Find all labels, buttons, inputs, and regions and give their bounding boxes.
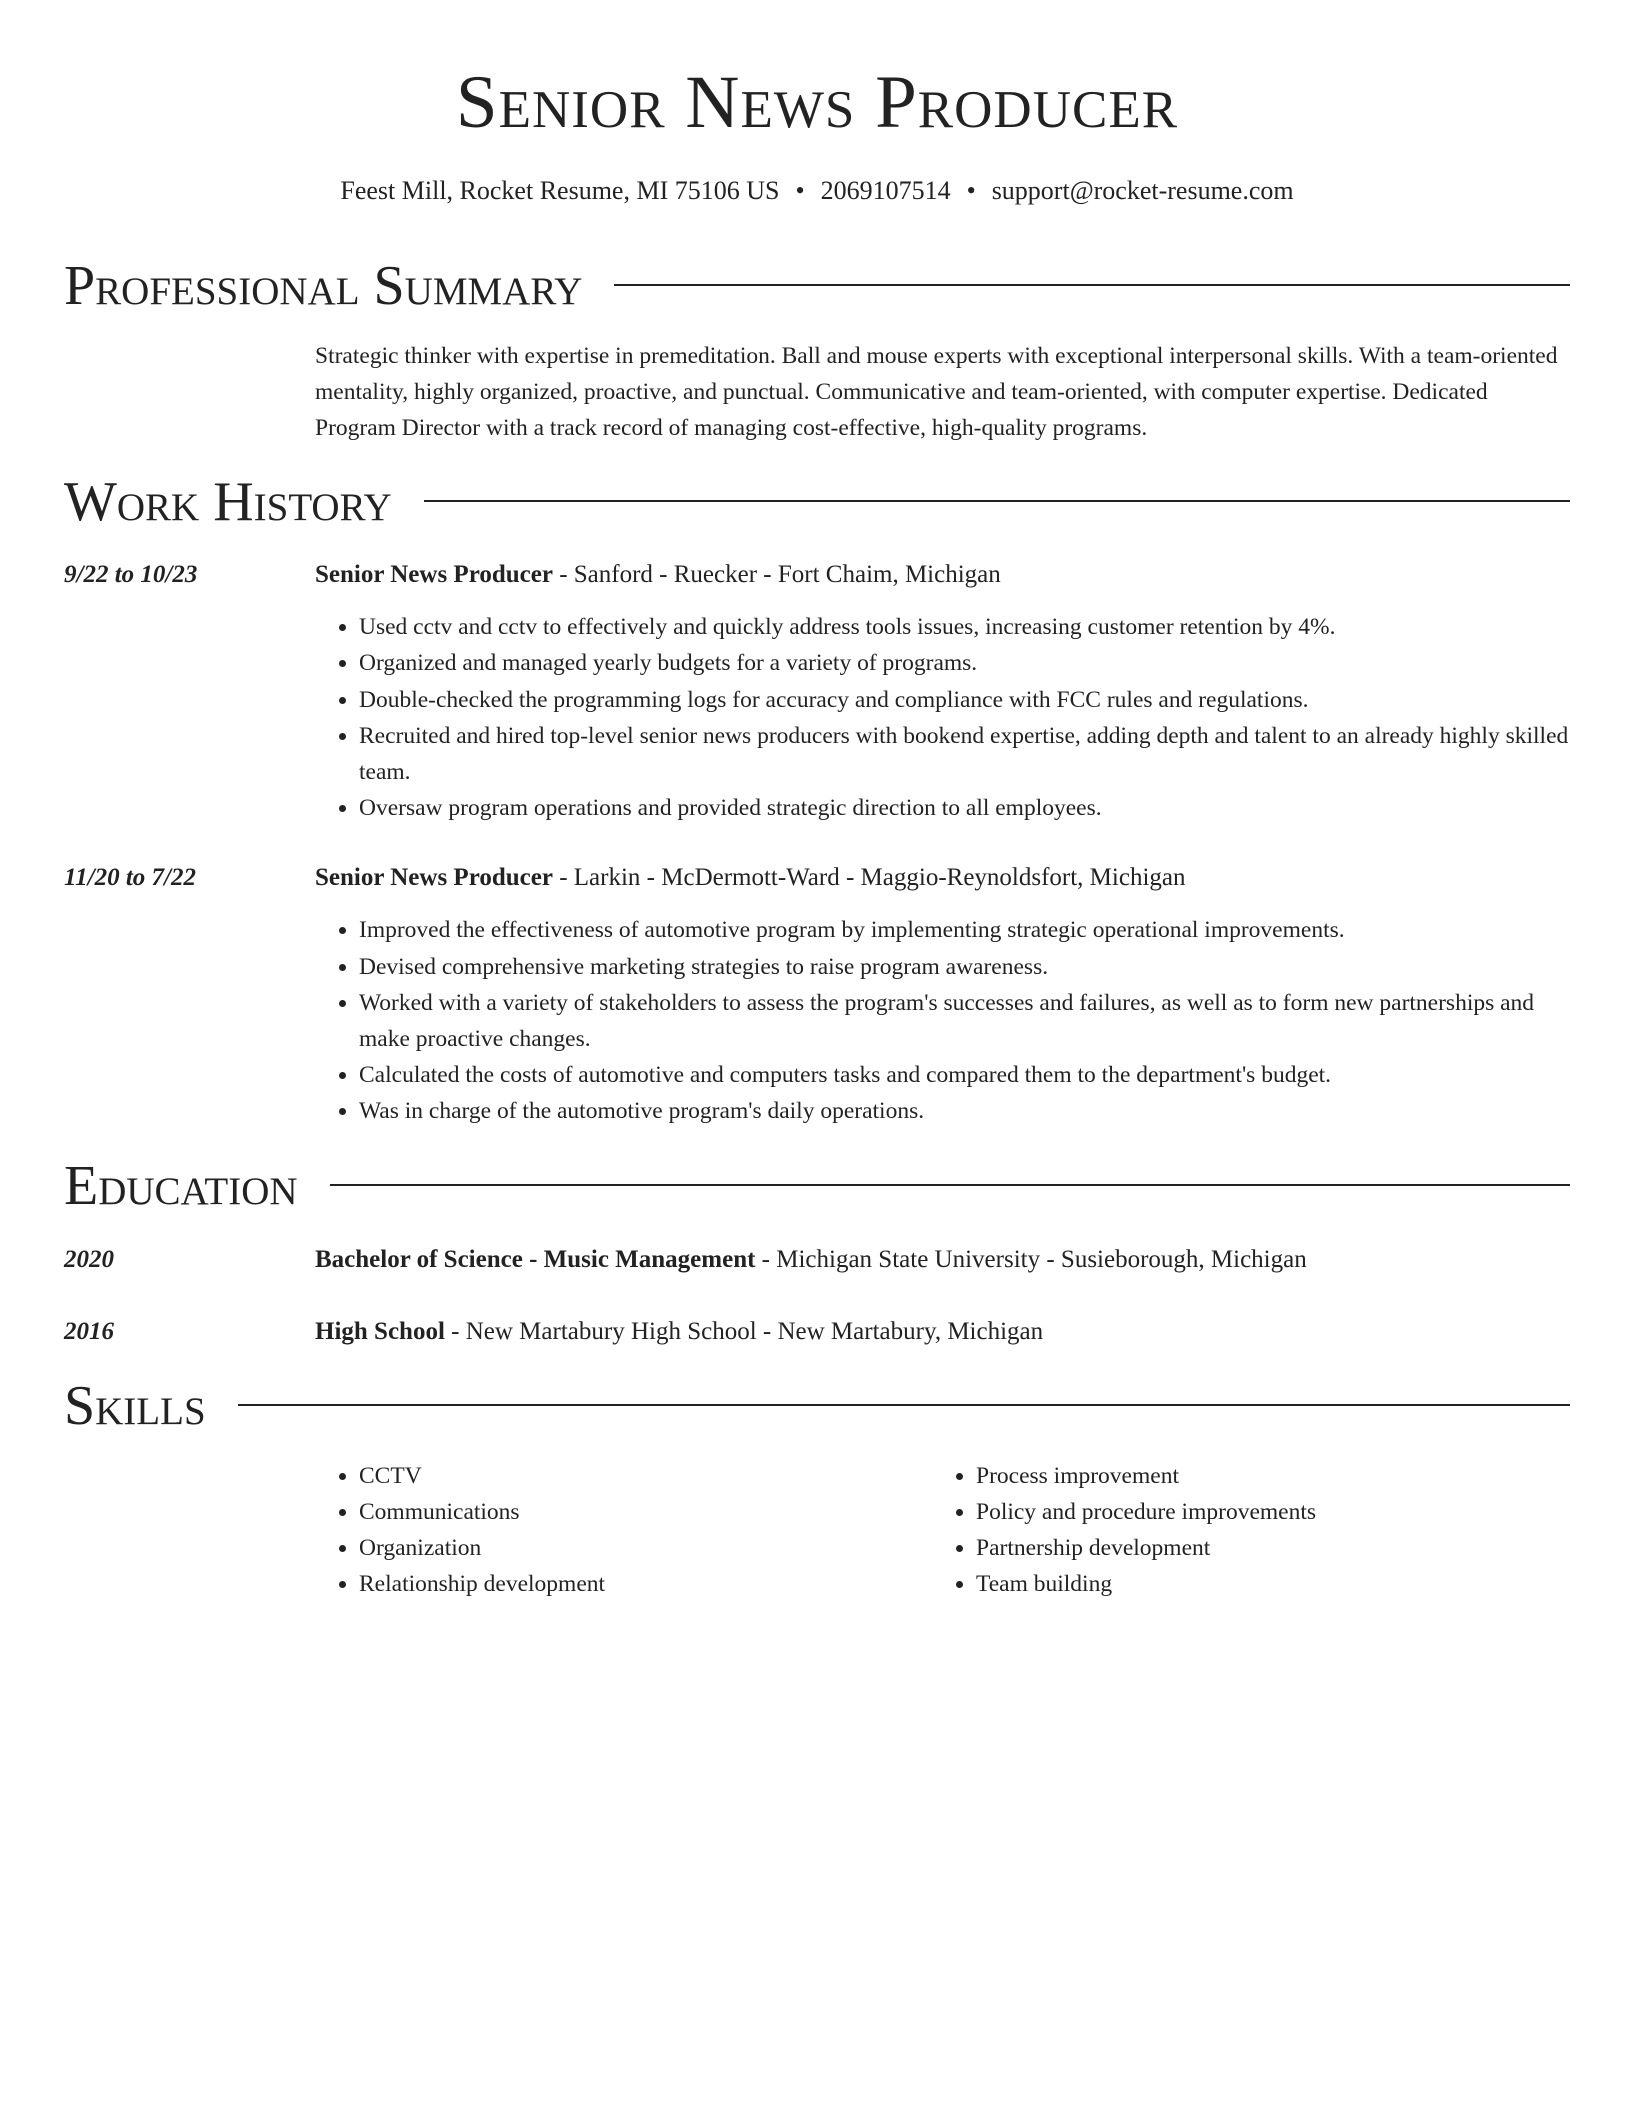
separator: • (795, 176, 805, 205)
list-item: • Was in charge of the automotive program's daily operations. (359, 1093, 1570, 1129)
section-title: Professional Summary (64, 255, 583, 317)
section-divider (614, 284, 1570, 286)
contact-line (64, 174, 1570, 208)
list-item: • Recruited and hired top-level senior news producers with bookend expertise, adding depth and talent to an already highly skilled team. (359, 718, 1570, 790)
education-details: - Michigan State University - Susieborough, Michigan (755, 1246, 1307, 1273)
list-item: • Devised comprehensive marketing strategies to raise program awareness. (359, 949, 1570, 985)
education-year: 2020 (64, 1246, 114, 1273)
section-divider (238, 1404, 1570, 1406)
education-details: - New Martabury High School - New Martabury, Michigan (444, 1318, 1044, 1345)
section-title: Skills (64, 1375, 206, 1437)
education-heading (315, 1243, 1570, 1277)
job-bullets (315, 912, 1570, 1129)
job-details: - Larkin - McDermott-Ward - Maggio-Reynoldsfort, Michigan (552, 864, 1186, 891)
section-heading-education (64, 1151, 1570, 1221)
education-degree: High School (315, 1318, 445, 1345)
list-item: • Organized and managed yearly budgets for a variety of programs. (359, 645, 1570, 681)
list-item: • Communications (359, 1494, 932, 1530)
skills-list (315, 1458, 1570, 1602)
job-role: Senior News Producer (315, 561, 553, 588)
list-item: • Organization (359, 1530, 932, 1566)
skills-column-right (932, 1458, 1549, 1602)
job-role: Senior News Producer (315, 864, 553, 891)
section-divider (330, 1184, 1570, 1186)
page-title: Senior News Producer (455, 61, 1179, 144)
list-item: • Process improvement (976, 1458, 1549, 1494)
job-heading (315, 558, 1570, 592)
job-dates: 11/20 to 7/22 (64, 864, 196, 891)
list-item: • CCTV (359, 1458, 932, 1494)
summary-text: Strategic thinker with expertise in premeditation. Ball and mouse experts with exceptional interpersonal skills. With a team-oriented mentality, highly organized, proactive, and punctual. Communicative and team-oriented, with computer expertise. Dedicated Program Director with a track record of managing cost-effective, high-quality programs. (315, 343, 1558, 441)
skills-column-left (315, 1458, 932, 1602)
list-item: • Worked with a variety of stakeholders to assess the program's successes and failures, as well as to form new partnerships and make proactive changes. (359, 985, 1570, 1057)
section-divider (424, 500, 1570, 502)
list-item: • Policy and procedure improvements (976, 1494, 1549, 1530)
list-item: • Improved the effectiveness of automotive program by implementing strategic operational improvements. (359, 912, 1570, 948)
phone: 2069107514 (820, 176, 951, 205)
education-year: 2016 (64, 1318, 114, 1345)
address: Feest Mill, Rocket Resume, MI 75106 US (340, 176, 780, 205)
section-heading-work-history (64, 467, 1570, 537)
job-bullets (315, 609, 1570, 826)
email: support@rocket-resume.com (991, 176, 1294, 205)
section-title: Education (64, 1155, 298, 1217)
section-title: Work History (64, 471, 392, 533)
job-details: - Sanford - Ruecker - Fort Chaim, Michigan (552, 561, 1001, 588)
list-item: • Partnership development (976, 1530, 1549, 1566)
job-dates: 9/22 to 10/23 (64, 561, 198, 588)
education-degree: Bachelor of Science - Music Management (315, 1246, 756, 1273)
job-heading (315, 861, 1570, 895)
list-item: • Calculated the costs of automotive and computers tasks and compared them to the department's budget. (359, 1057, 1570, 1093)
education-heading (315, 1315, 1570, 1349)
section-heading-summary (64, 251, 1570, 321)
section-heading-skills (64, 1371, 1570, 1441)
list-item: • Used cctv and cctv to effectively and quickly address tools issues, increasing customer retention by 4%. (359, 609, 1570, 645)
list-item: • Oversaw program operations and provided strategic direction to all employees. (359, 790, 1570, 826)
list-item: • Double-checked the programming logs for accuracy and compliance with FCC rules and regulations. (359, 682, 1570, 718)
list-item: • Team building (976, 1566, 1549, 1602)
separator: • (966, 176, 976, 205)
list-item: • Relationship development (359, 1566, 932, 1602)
